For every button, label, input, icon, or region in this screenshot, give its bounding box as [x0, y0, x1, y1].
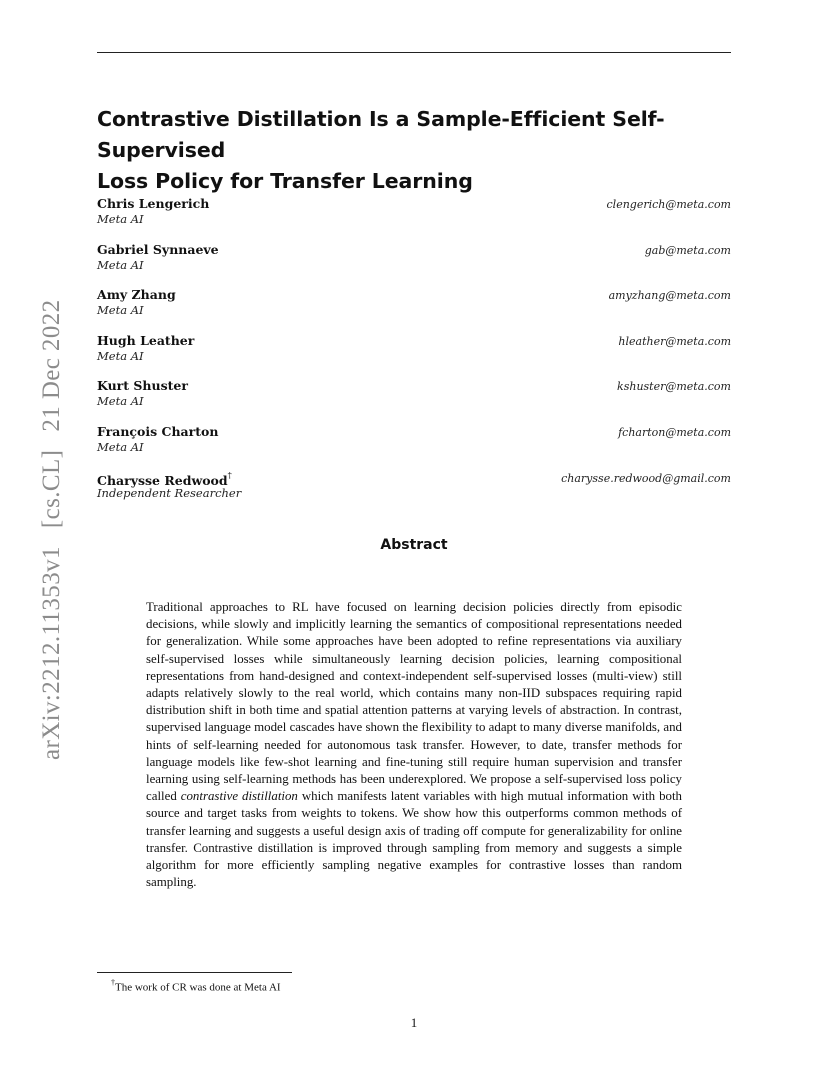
arxiv-side-stamp — [38, 299, 66, 760]
author-affiliation: Meta AI — [97, 212, 144, 226]
author-affiliation: Meta AI — [97, 439, 144, 454]
author-email: kshuster@meta.com — [617, 380, 731, 394]
author-name: Kurt Shuster — [97, 378, 188, 394]
abstract-text-part-1: Traditional approaches to RL have focused on learning decision policies directly from episodic decisions, while slowly and implicitly learning the semantics of compositional representations needed for generalization. While some approaches have been adopted to refine representations via auxiliary self-supervised losses while simultaneously learning decision policies, learning compositional representations from hand-designed and context-independent self-supervised losses (multi-view) still adapts relatively slowly to the real world, which contains many non-IID subspaces requiring rapid distribution shift in both time and spatial attention patterns at varying levels of abstraction. In contrast, supervised language model cascades have shown the flexibility to adapt to many diverse manifolds, and hints of self-learning needed for autonomous task transfer. However, to date, transfer methods for language models like few-shot learning and fine-tuning still require human supervision and transfer learning using self-learning methods has been underexplored. We propose a self-supervised loss policy called — [146, 600, 682, 804]
author-email: amyzhang@meta.com — [608, 289, 731, 303]
footnote — [111, 977, 281, 995]
footnote-mark: † — [111, 978, 115, 987]
abstract-body — [146, 599, 682, 891]
author-name: Gabriel Synnaeve — [97, 241, 219, 257]
paper-title-line-2: Loss Policy for Transfer Learning — [97, 169, 473, 193]
author-affiliation: Meta AI — [97, 348, 144, 363]
arxiv-category: [cs.CL] — [38, 449, 65, 529]
page-number: 1 — [410, 1015, 418, 1030]
author-block — [97, 242, 731, 288]
abstract-emphasis: contrastive distillation — [180, 789, 298, 804]
footnote-rule — [97, 972, 292, 973]
arxiv-date: 21 Dec 2022 — [38, 299, 65, 432]
author-affiliation: Independent Researcher — [97, 485, 242, 500]
author-block — [97, 196, 731, 242]
author-name: Amy Zhang — [97, 287, 176, 303]
author-affiliation: Meta AI — [97, 257, 144, 272]
author-block — [97, 378, 731, 424]
author-name: François Charton — [97, 423, 219, 439]
author-block — [97, 424, 731, 470]
footnote-mark: † — [227, 470, 232, 481]
author-list — [97, 196, 731, 515]
abstract-heading: Abstract — [380, 537, 448, 553]
author-email: gab@meta.com — [644, 243, 731, 257]
author-block — [97, 333, 731, 379]
paper-title — [97, 104, 747, 197]
header-rule — [97, 52, 731, 53]
paper-title-line-1: Contrastive Distillation Is a Sample-Efficient Self-Supervised — [97, 107, 665, 162]
footnote-text: The work of CR was done at Meta AI — [115, 981, 281, 994]
author-name: Chris Lengerich — [97, 196, 210, 211]
author-block — [97, 470, 731, 516]
author-affiliation: Meta AI — [97, 303, 144, 318]
arxiv-id: arXiv:2212.11353v1 — [38, 546, 65, 760]
author-email: charysse.redwood@gmail.com — [561, 471, 731, 485]
author-name: Hugh Leather — [97, 332, 195, 348]
author-email: clengerich@meta.com — [606, 198, 731, 211]
author-affiliation: Meta AI — [97, 394, 144, 409]
author-name: Charysse Redwood — [97, 472, 228, 488]
author-email: fcharton@meta.com — [618, 425, 731, 439]
abstract-text-part-2: which manifests latent variables with high mutual information with both source and target tasks from weights to tokens. We show how this outperforms common methods of transfer learning and suggests a useful design axis of trading off compute for generalizability for online transfer. Contrastive distillation is improved through sampling from memory and suggests a simple algorithm for more efficiently sampling negative examples for contrastive losses than random sampling. — [146, 789, 683, 890]
author-email: hleather@meta.com — [618, 334, 731, 348]
author-block — [97, 287, 731, 333]
